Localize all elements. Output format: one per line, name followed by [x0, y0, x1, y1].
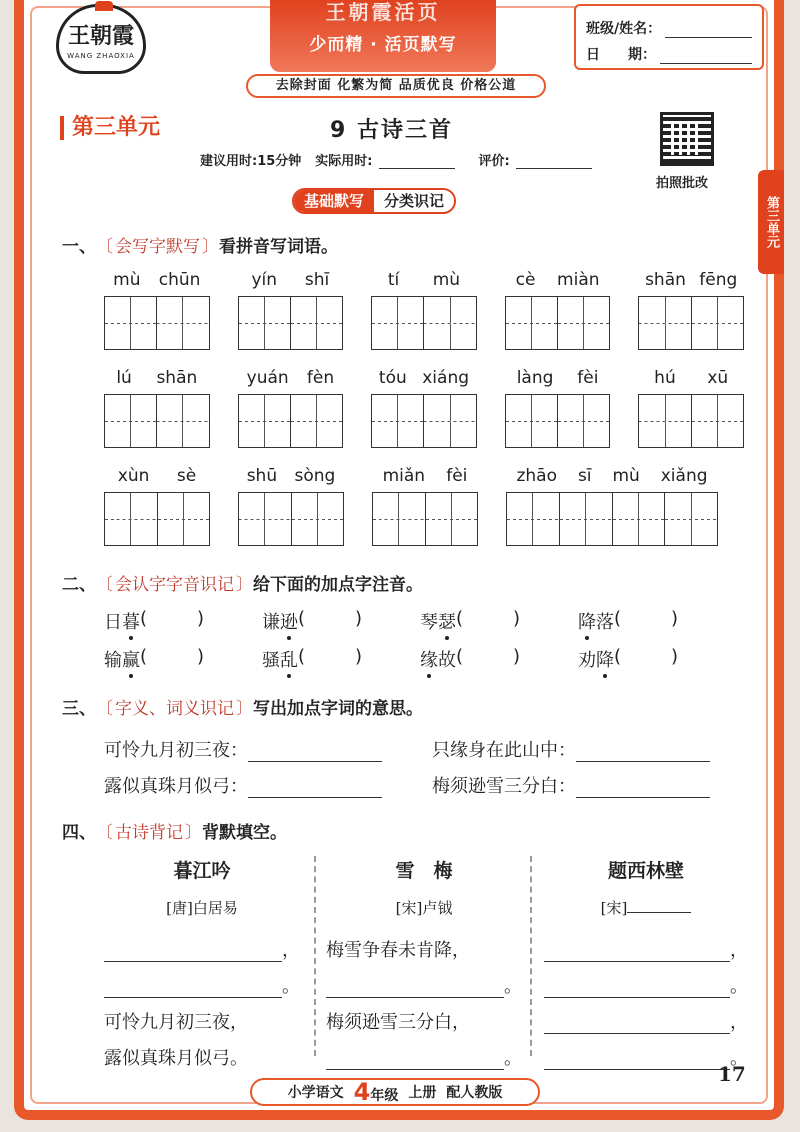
date-field[interactable]: [660, 48, 752, 64]
dotted-char: 故: [438, 650, 456, 671]
footer-grade-unit: 年级: [370, 1088, 399, 1104]
question-tag: 会写字默写: [115, 237, 200, 257]
poem-line: [104, 1034, 300, 1070]
actual-time-field[interactable]: [379, 155, 455, 169]
time-row: [200, 150, 592, 169]
writing-grid: [371, 394, 477, 448]
character-box[interactable]: [692, 297, 743, 349]
character-box[interactable]: [373, 493, 426, 545]
name-label: 班级/姓名：: [586, 21, 662, 37]
character-box[interactable]: [239, 493, 292, 545]
pronunciation-row: [104, 608, 736, 634]
meaning-item: [432, 736, 760, 762]
character-box[interactable]: [424, 297, 475, 349]
dotted-char: 暮: [122, 608, 140, 634]
poem-author: [544, 897, 748, 918]
writing-grid: [638, 296, 744, 350]
writing-grid: [238, 296, 344, 350]
pinyin-word: [505, 368, 611, 448]
pronunciation-item: [578, 646, 736, 672]
question-text: 给下面的加点字注音。: [253, 575, 423, 595]
logo-subtext: WANG ZHAOXIA: [67, 52, 135, 60]
character-box[interactable]: [506, 297, 558, 349]
answer-line[interactable]: [576, 742, 710, 762]
character-box[interactable]: [613, 493, 666, 545]
pinyin-row: [104, 466, 744, 546]
writing-grid: [104, 296, 210, 350]
poem-title: 题西林壁: [607, 860, 684, 882]
column-divider: [314, 856, 316, 1056]
pinyin-syllable: miàn: [557, 270, 600, 290]
pronunciation-item: [262, 646, 420, 672]
footer-badge: [250, 1078, 540, 1106]
pinyin-text: [104, 270, 210, 292]
writing-grid: [104, 394, 210, 448]
line-punctuation: 。: [730, 1048, 748, 1069]
writing-grid: [505, 394, 611, 448]
column-divider: [530, 856, 532, 1056]
answer-line[interactable]: [576, 778, 710, 798]
character-box[interactable]: [105, 493, 158, 545]
actual-time-label: 实际用时:: [315, 154, 373, 169]
answer-parentheses[interactable]: ( ): [456, 608, 520, 629]
pinyin-syllable: tóu: [378, 368, 407, 388]
pinyin-word: [104, 466, 210, 546]
question-2-heading: 二、 〔 会认字字音识记 〕 给下面的加点字注音。: [62, 570, 423, 595]
question-number: 四、: [62, 823, 96, 843]
banner-title: 王朝霞活页: [325, 0, 441, 24]
answer-parentheses[interactable]: ( ): [614, 608, 678, 629]
answer-parentheses[interactable]: ( ): [614, 646, 678, 667]
poem-line: [326, 926, 522, 962]
qr-label: 拍照批改: [656, 176, 709, 191]
character-box[interactable]: [372, 297, 424, 349]
poem-line-text: 可怜九月初三夜，: [104, 1012, 248, 1033]
pinyin-word: [638, 270, 744, 350]
poem-line: [544, 926, 748, 962]
poem-line: [544, 962, 748, 998]
pinyin-word: [238, 466, 344, 546]
pinyin-syllable: xiǎng: [660, 466, 708, 486]
character-box[interactable]: [105, 297, 157, 349]
line-punctuation: 。: [504, 1048, 522, 1069]
word-char: 劝: [578, 650, 596, 671]
poem-column: [544, 856, 748, 1069]
pinyin-syllable: mù: [612, 466, 640, 486]
line-punctuation: ，: [730, 1012, 748, 1033]
question-text: 背默填空。: [202, 823, 287, 843]
pinyin-syllable: sòng: [294, 466, 336, 486]
pinyin-syllable: miǎn: [382, 466, 426, 486]
pinyin-text: [371, 270, 477, 292]
dotted-char: 赢: [122, 646, 140, 672]
character-box[interactable]: [639, 395, 691, 447]
pinyin-word: [371, 368, 477, 448]
pinyin-syllable: xū: [707, 368, 729, 388]
pinyin-text: [638, 368, 744, 390]
pinyin-syllable: xiáng: [422, 368, 470, 388]
poem-line: [326, 1034, 522, 1070]
meaning-item: [104, 772, 432, 798]
word-char: 骚: [262, 650, 280, 671]
pinyin-syllable: zhāo: [516, 466, 557, 486]
pinyin-syllable: fèn: [306, 368, 335, 388]
answer-line[interactable]: [104, 978, 282, 998]
pinyin-text: [505, 368, 611, 390]
answer-line[interactable]: [544, 1014, 730, 1034]
pinyin-text: [238, 466, 344, 488]
pinyin-word: [505, 270, 611, 350]
pinyin-text: [238, 270, 344, 292]
character-box[interactable]: [692, 395, 743, 447]
writing-grid: [371, 296, 477, 350]
pinyin-syllable: lú: [116, 368, 132, 388]
question-3-heading: 三、 〔 字义、词义识记 〕 写出加点字词的意思。: [62, 694, 423, 719]
poem-line: [104, 962, 300, 998]
answer-line[interactable]: [326, 978, 504, 998]
question-number: 一、: [62, 237, 96, 257]
poem-line-text: 露似真珠月似弓。: [104, 1048, 248, 1069]
answer-parentheses[interactable]: ( ): [298, 646, 362, 667]
dotted-char: 逊: [280, 608, 298, 634]
character-box[interactable]: [105, 395, 157, 447]
question-1-heading: 一、 〔 会写字默写 〕 看拼音写词语。: [62, 232, 338, 257]
question-number: 三、: [62, 699, 96, 719]
dotted-char: 瑟: [438, 608, 456, 634]
poem-line: [544, 998, 748, 1034]
poem-line: [326, 998, 522, 1034]
character-box[interactable]: [424, 395, 475, 447]
page-number: 17: [718, 1062, 746, 1086]
evaluation-field[interactable]: [516, 155, 592, 169]
writing-grid: [506, 492, 718, 546]
word-char: 缘: [420, 646, 438, 672]
slogan: 去除封面 化繁为简 品质优良 价格公道: [246, 74, 546, 98]
pinyin-syllable: tí: [387, 270, 400, 290]
poem-author-text: [宋]卢钺: [395, 899, 453, 917]
answer-parentheses[interactable]: ( ): [140, 646, 204, 667]
answer-parentheses[interactable]: ( ): [298, 608, 362, 629]
pinyin-syllable: mù: [432, 270, 461, 290]
qr-code-icon[interactable]: [660, 112, 714, 166]
pinyin-syllable: sè: [176, 466, 197, 486]
pronunciation-item: [420, 646, 578, 672]
logo-text: 王朝霞: [67, 23, 134, 49]
pronunciation-row: [104, 646, 736, 672]
character-box[interactable]: [372, 395, 424, 447]
dotted-char: 落: [596, 612, 614, 633]
character-box[interactable]: [291, 297, 342, 349]
section-tag: [292, 188, 456, 214]
footer-grade: 4: [353, 1078, 371, 1106]
character-box[interactable]: [506, 395, 558, 447]
character-box[interactable]: [158, 493, 210, 545]
pronunciation-item: [420, 608, 578, 634]
pinyin-word: [238, 270, 344, 350]
pinyin-word: [372, 466, 478, 546]
answer-parentheses[interactable]: ( ): [140, 608, 204, 629]
character-box[interactable]: [558, 395, 609, 447]
poem-title: 雪 梅: [395, 860, 453, 882]
pinyin-syllable: làng: [516, 368, 554, 388]
crown-icon: [95, 1, 113, 11]
meaning-item: [432, 772, 760, 798]
poem-line-text: 梅须逊雪三分白，: [326, 1012, 470, 1033]
meaning-prompt: 可怜九月初三夜：: [104, 740, 248, 761]
pinyin-word: [104, 368, 210, 448]
pinyin-word: [506, 466, 718, 546]
pronunciation-item: [578, 608, 736, 634]
pinyin-word: [638, 368, 744, 448]
answer-line[interactable]: [248, 778, 382, 798]
character-box[interactable]: [239, 297, 291, 349]
answer-line[interactable]: [248, 742, 382, 762]
evaluation-label: 评价:: [478, 154, 510, 169]
pinyin-syllable: mù: [113, 270, 141, 290]
top-banner: [270, 0, 496, 72]
line-punctuation: 。: [282, 976, 300, 997]
answer-parentheses[interactable]: ( ): [456, 646, 520, 667]
footer-volume: 上册: [408, 1085, 437, 1101]
answer-line[interactable]: [544, 978, 730, 998]
side-unit-tab: 第三单元: [758, 170, 784, 274]
writing-grid: [104, 492, 210, 546]
character-box[interactable]: [558, 297, 609, 349]
lesson-title: 9 古诗三首: [330, 118, 453, 143]
meaning-row: [104, 736, 760, 762]
answer-line[interactable]: [544, 1050, 730, 1070]
poem-line: [104, 998, 300, 1034]
suggested-time: 建议用时:15分钟: [200, 154, 302, 169]
pinyin-syllable: shān: [645, 270, 686, 290]
pinyin-text: [372, 466, 478, 488]
character-box[interactable]: [665, 493, 717, 545]
pinyin-word: [104, 270, 210, 350]
writing-grid: [372, 492, 478, 546]
pinyin-syllable: shī: [304, 270, 330, 290]
word-char: 降: [578, 608, 596, 634]
poem-author-text: [唐]白居易: [166, 899, 238, 917]
poem-line-text: 梅雪争春未肯降，: [326, 940, 470, 961]
pinyin-syllable: fēng: [699, 270, 738, 290]
pinyin-syllable: hú: [654, 368, 676, 388]
dotted-char: 降: [596, 646, 614, 672]
line-punctuation: ，: [730, 940, 748, 961]
character-box[interactable]: [239, 395, 291, 447]
pinyin-text: [506, 466, 718, 488]
poem-author: [326, 897, 522, 918]
question-text: 写出加点字词的意思。: [253, 699, 423, 719]
writing-grid: [238, 394, 344, 448]
pinyin-text: [104, 368, 210, 390]
brand-logo: [56, 4, 146, 74]
poem-line: [104, 926, 300, 962]
question-text: 看拼音写词语。: [219, 237, 338, 257]
meaning-prompt: 只缘身在此山中：: [432, 740, 576, 761]
character-box[interactable]: [157, 297, 208, 349]
pronunciation-item: [104, 608, 262, 634]
writing-grid: [638, 394, 744, 448]
answer-line[interactable]: [104, 942, 282, 962]
question-4-heading: 四、 〔 古诗背记 〕 背默填空。: [62, 818, 287, 843]
word-char: 谦: [262, 612, 280, 633]
pinyin-text: [238, 368, 344, 390]
word-char: 输: [104, 650, 122, 671]
word-char: 日: [104, 612, 122, 633]
banner-subtitle: 少而精 · 活页默写: [309, 35, 457, 55]
pinyin-syllable: cè: [515, 270, 536, 290]
question-tag: 古诗背记: [115, 823, 183, 843]
pronunciation-item: [262, 608, 420, 634]
writing-grid: [505, 296, 611, 350]
pinyin-syllable: fèi: [577, 368, 599, 388]
character-box[interactable]: [157, 395, 208, 447]
pinyin-row: [104, 368, 744, 448]
pinyin-syllable: yuán: [246, 368, 289, 388]
character-box[interactable]: [639, 297, 691, 349]
poem-author: [104, 897, 300, 918]
pronunciation-item: [104, 646, 262, 672]
pinyin-text: [104, 466, 210, 488]
name-field[interactable]: [665, 22, 752, 38]
meaning-prompt: 梅须逊雪三分白：: [432, 776, 576, 797]
pinyin-syllable: chūn: [158, 270, 201, 290]
line-punctuation: ，: [282, 940, 300, 961]
poem-column: [326, 856, 522, 1069]
pinyin-syllable: xùn: [117, 466, 150, 486]
answer-line[interactable]: [326, 1050, 504, 1070]
poem-column: [104, 856, 300, 1069]
meaning-prompt: 露似真珠月似弓：: [104, 776, 248, 797]
dotted-char: 乱: [280, 646, 298, 672]
poem-author-text: [宋]: [600, 899, 628, 917]
character-box[interactable]: [560, 493, 613, 545]
unit-heading: 第三单元: [60, 116, 160, 140]
question-number: 二、: [62, 575, 96, 595]
writing-grid: [238, 492, 344, 546]
pinyin-syllable: fèi: [446, 466, 468, 486]
pinyin-text: [638, 270, 744, 292]
pinyin-syllable: sī: [577, 466, 592, 486]
pinyin-syllable: yín: [251, 270, 278, 290]
meaning-item: [104, 736, 432, 762]
poem-title: 暮江吟: [173, 860, 231, 882]
pinyin-word: [371, 270, 477, 350]
footer-subject: 小学语文: [287, 1085, 344, 1101]
name-date-box: [574, 4, 764, 70]
author-answer-line[interactable]: [627, 899, 691, 913]
footer-edition: 配人教版: [446, 1085, 503, 1101]
word-char: 琴: [420, 612, 438, 633]
question-tag: 字义、词义识记: [115, 699, 234, 719]
character-box[interactable]: [426, 493, 478, 545]
answer-line[interactable]: [544, 942, 730, 962]
section-tag-secondary: 分类识记: [374, 190, 454, 212]
section-tag-primary: 基础默写: [294, 190, 374, 212]
pinyin-word: [238, 368, 344, 448]
line-punctuation: 。: [504, 976, 522, 997]
pinyin-text: [505, 270, 611, 292]
pinyin-syllable: shān: [156, 368, 198, 388]
question-tag: 会认字字音识记: [115, 575, 234, 595]
meaning-row: [104, 772, 760, 798]
character-box[interactable]: [291, 395, 342, 447]
pinyin-syllable: shū: [246, 466, 278, 486]
line-punctuation: 。: [730, 976, 748, 997]
character-box[interactable]: [507, 493, 560, 545]
poem-line: [326, 962, 522, 998]
date-label: 日 期：: [586, 47, 656, 63]
character-box[interactable]: [292, 493, 344, 545]
pinyin-text: [371, 368, 477, 390]
pinyin-row: [104, 270, 744, 350]
